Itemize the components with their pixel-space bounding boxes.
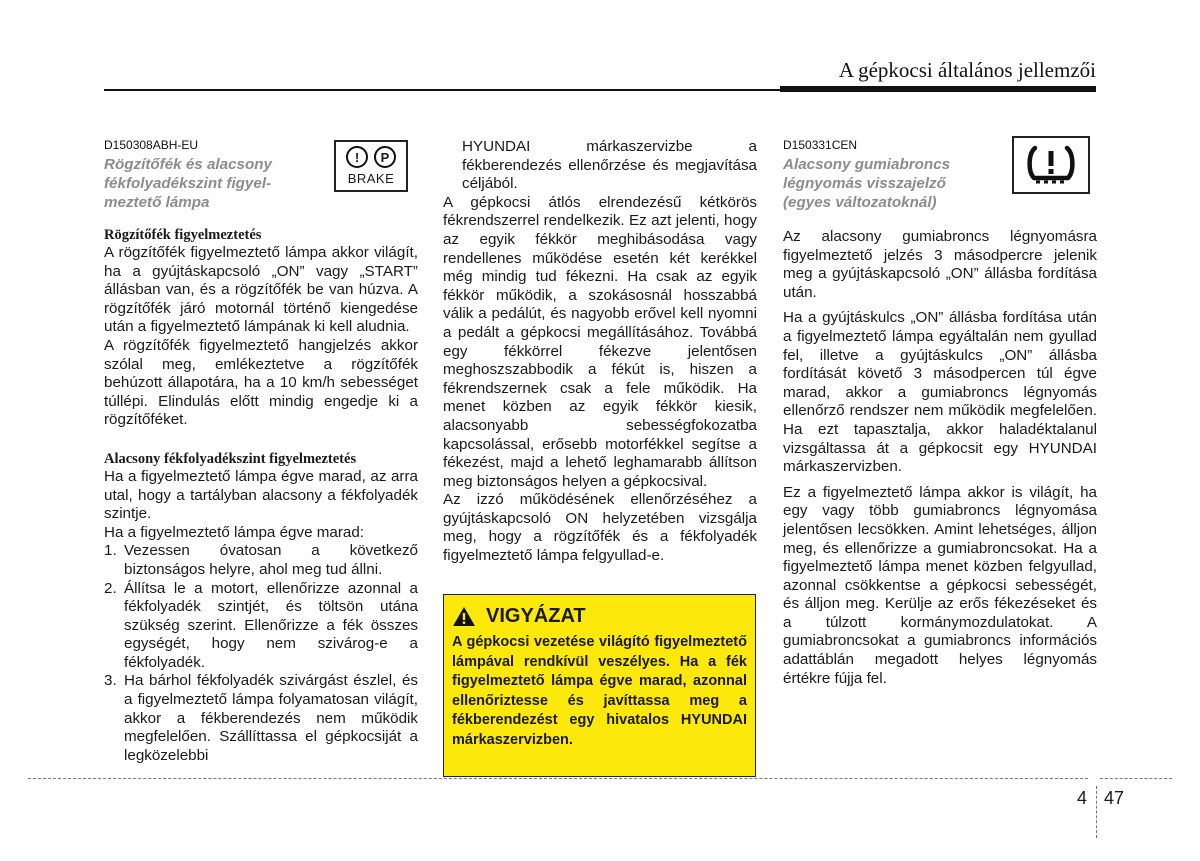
subheading-line: Alacsony gumiabroncs	[783, 156, 951, 173]
section-code: D150308ABH-EU	[104, 138, 199, 152]
warning-header	[452, 605, 747, 628]
subheading-line: (egyes változatoknál)	[783, 194, 937, 211]
subheading-line: meztető lámpa	[104, 194, 210, 211]
warning-box	[443, 594, 756, 777]
paragraph: Ha a figyelmeztető lámpa égve marad, az arra utal, hogy a tartályban alacsony a fékfolyadék szintje.	[104, 467, 418, 523]
warning-title: VIGYÁZAT	[486, 605, 586, 627]
page-number: 47	[1104, 788, 1125, 808]
list-text: Vezessen óvatosan a következő biztonságos helyre, ahol meg tud állni.	[124, 542, 418, 578]
warning-triangle-icon	[452, 606, 476, 627]
section-code: D150331CEN	[783, 138, 858, 152]
subheading-line: Rögzítőfék és alacsony	[104, 156, 272, 173]
paragraph: Az izzó működésének ellenőrzéséhez a gyújtáskapcsoló ON helyzetében vizsgálja meg, hogy a rögzítőfék és a fékfolyadék figyelmeztető lámpa felgyullad-e.	[443, 491, 757, 565]
page-header-title: A gépkocsi általános jellemzői	[838, 58, 1096, 82]
paragraph: A rögzítőfék figyelmeztető hangjelzés akkor szólal meg, emlékeztetve a rögzítőfék behúzott állapotára, ha a 10 km/h sebességet túllépi. Elindulás előtt mindig engedje ki a rögzítőféket.	[104, 336, 418, 429]
footer-divider	[1100, 778, 1172, 779]
tire-pressure-warning-icon	[1012, 136, 1090, 194]
list-item	[104, 542, 418, 579]
column-right	[783, 138, 1097, 688]
list-number: 3.	[104, 672, 117, 690]
subheading-line: légnyomás visszajelző	[783, 175, 946, 192]
paragraph: Ez a figyelmeztető lámpa akkor is világít, ha egy vagy több gumiabroncs légnyomása jelentősen lecsökken. Amint lehetséges, álljon meg, és ellenőrizze a gumiabroncsokat. Ha a figyelmeztető lámpa menet közben felgyullad, azonnal csökkentse a gépkocsi sebességét, és álljon meg. Kerülje az erős fékezéseket és a túlzott kormánymozdulatokat. A gumiabroncsokat a gumiabroncs információs adattáblán megadott helyes légnyomás értékre fújja fel.	[783, 483, 1097, 687]
brake-warning-icon	[334, 140, 408, 192]
section-number: 4	[1077, 788, 1088, 808]
section-title: Rögzítőfék figyelmeztetés	[104, 227, 262, 243]
paragraph: A gépkocsi átlós elrendezésű kétkörös fékrendszerrel rendelkezik. Ez azt jelenti, hogy az egyik fékkör meghibásodása vagy rendellenes működése esetén két kerékkel még mindig tud fékezni. Ha csak az egyik fékkör működik, a szokásosnál hosszabbá válik a pedálút, és nagyobb erővel kell nyomni a pedált a gépkocsi megállításához. Továbbá egy fékkörrel fékezve jelentősen meghoszszabbodik a fékút is, hiszen a fékrendszernek csak a fele működik. Ha menet közben az egyik fékkör kiesik, alacsonyabb sebességfokozatba kapcsolással, erősebb motorfékkel segítse a fékezést, majd a lehető leghamarabb állítson meg biztonságos helyen a gépkocsival.	[443, 193, 757, 490]
list-item	[104, 672, 418, 765]
list-text: Állítsa le a motort, ellenőrizze azonnal a fékfolyadék szintjét, és töltsön utána szükség szerint. Ellenőrizze a fék összes egységét, hogy nem szivárog-e a fékfolyadék.	[124, 579, 418, 671]
paragraph: Ha a gyújtáskulcs „ON” állásba fordítása után a figyelmeztető lámpa egyáltalán nem gyullad fel, illetve a gyújtáskulcs „ON” állásba fordítását követő 3 másodpercen túl égve marad, akkor a gumiabroncs légnyomás ellenőrző rendszer nem működik megfelelően. Ha ezt tapasztalja, akkor haladéktalanul vizsgáltassa át a gépkocsit egy HYUNDAI márkaszervizben.	[783, 309, 1097, 476]
column-left	[104, 138, 418, 765]
header-rule	[104, 89, 780, 91]
brake-icon-label: BRAKE	[347, 171, 395, 186]
paragraph: Az alacsony gumiabroncs légnyomásra figyelmeztető jelzés 3 másodpercre jelenik meg a gyújtáskapcsoló „ON” állásba fordítása után.	[783, 228, 1097, 301]
list-item	[104, 580, 418, 673]
footer-divider	[28, 778, 1088, 779]
section-title: Alacsony fékfolyadékszint figyelmeztetés	[104, 450, 357, 467]
list-text: Ha bárhol fékfolyadék szivárgást észlel, és a figyelmeztető lámpa folyamatosan világít, akkor a fékberendezés nem működik megfelelően. Szállíttassa el gépkocsiját a legközelebbi	[124, 672, 418, 764]
exclamation-circle-icon: !	[346, 146, 368, 168]
tire-pressure-glyph-icon	[1022, 144, 1080, 186]
header-rule-accent	[780, 86, 1096, 92]
subheading-line: fékfolyadékszint figyel-	[104, 175, 272, 192]
numbered-list	[104, 542, 418, 765]
footer-vertical-divider	[1096, 786, 1097, 838]
list-number: 1.	[104, 542, 117, 560]
paragraph: Ha a figyelmeztető lámpa égve marad:	[104, 523, 365, 541]
warning-text: A gépkocsi vezetése világító figyelmeztető lámpával rendkívül veszélyes. Ha a fék figyelmeztető lámpa égve marad, azonnal ellenőriztesse és javíttassa meg a fékberendezést egy hivatalos HYUNDAI márkaszervizben.	[452, 634, 747, 748]
column-middle	[443, 138, 757, 566]
paragraph: HYUNDAI márkaszervizbe a fékberendezés ellenőrzése és megjavítása céljából.	[462, 138, 757, 193]
paragraph: A rögzítőfék figyelmeztető lámpa akkor világít, ha a gyújtáskapcsoló „ON” vagy „START” állásban van, és a rögzítőfék be van húzva. A rögzítőfék járó motornál történő kiengedése után a figyelmeztető lámpának ki kell aludnia.	[104, 244, 418, 336]
list-number: 2.	[104, 579, 117, 597]
parking-circle-icon: P	[374, 146, 396, 168]
